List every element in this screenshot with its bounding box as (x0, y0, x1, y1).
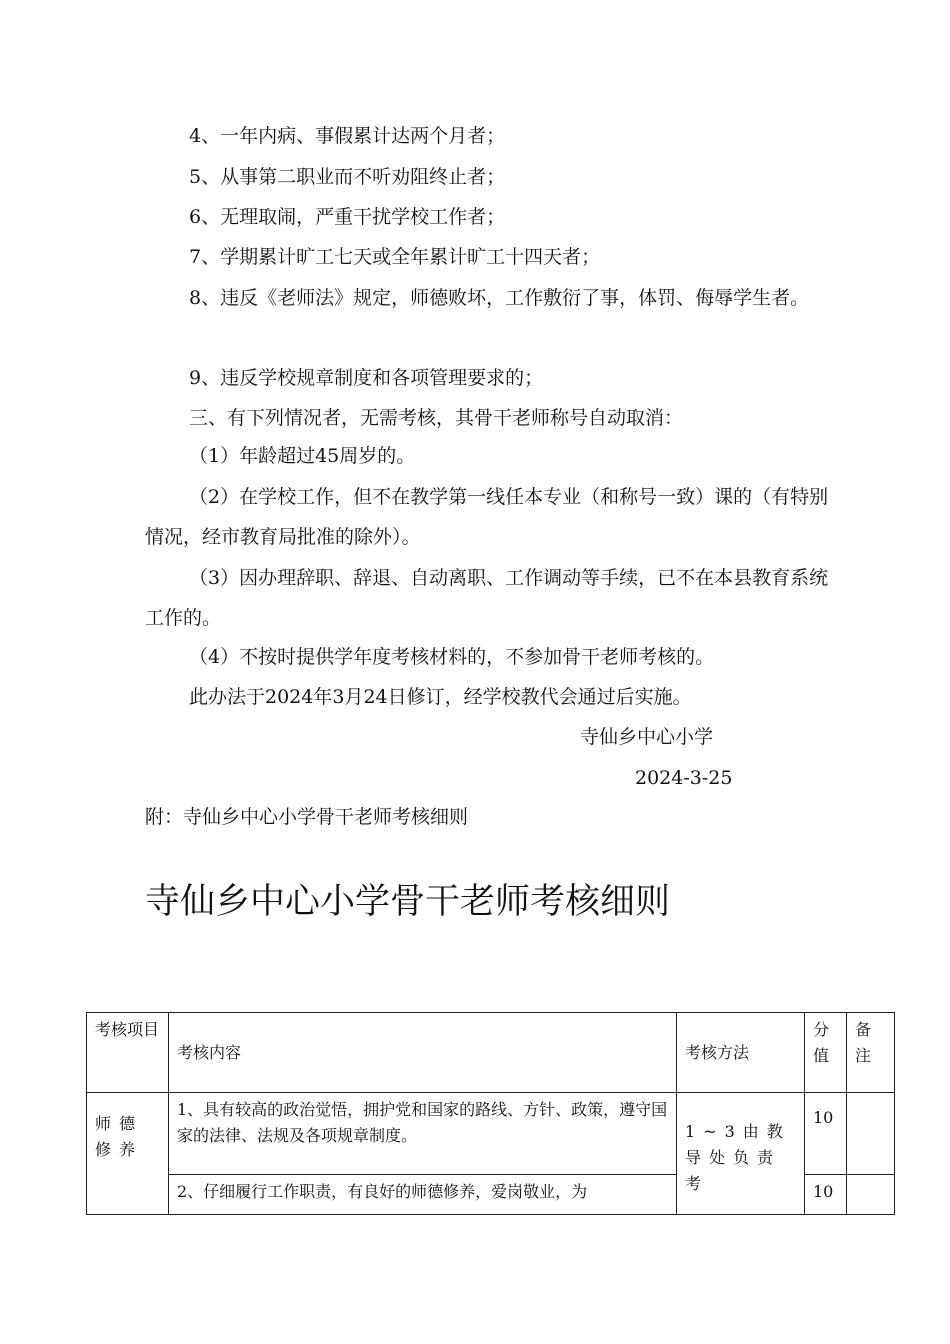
attachment-note: 附：寺仙乡中心小学骨干老师考核细则 (145, 806, 469, 828)
row-note (847, 1093, 895, 1175)
section-3-heading: 三、有下列情况者，无需考核，其骨干老师称号自动取消： (189, 407, 684, 429)
clause-5: 5、从事第二职业而不听劝阻终止者； (189, 166, 506, 188)
condition-1: （1）年龄超过45周岁的。 (189, 445, 416, 467)
clause-9: 9、违反学校规章制度和各项管理要求的； (189, 367, 544, 389)
row-content: 1、具有较高的政治觉悟，拥护党和国家的路线、方针、政策，遵守国家的法律、法规及各项规章制度。 (169, 1093, 677, 1175)
clause-8: 8、违反《老师法》规定，师德败坏，工作敷衍了事，体罚、侮辱学生者。 (189, 287, 810, 309)
header-item: 考核项目 (87, 1013, 169, 1093)
table-row (87, 1093, 895, 1175)
clause-7: 7、学期累计旷工七天或全年累计旷工十四天者； (189, 246, 601, 268)
signature-date: 2024-3-25 (635, 767, 733, 789)
condition-4: （4）不按时提供学年度考核材料的，不参加骨干老师考核的。 (189, 646, 715, 668)
header-content: 考核内容 (169, 1013, 677, 1093)
header-score: 分值 (805, 1013, 847, 1093)
row-score: 10 (805, 1093, 847, 1175)
row-method: 1~3由教导处负责考 (677, 1093, 805, 1215)
table-header-row (87, 1013, 895, 1093)
clause-4: 4、一年内病、事假累计达两个月者； (189, 125, 506, 147)
assessment-table (86, 1012, 895, 1215)
header-note: 备注 (847, 1013, 895, 1093)
signature-org: 寺仙乡中心小学 (580, 726, 714, 748)
document-title: 寺仙乡中心小学骨干老师考核细则 (145, 882, 671, 922)
clause-6: 6、无理取闹，严重干扰学校工作者； (189, 206, 506, 228)
condition-2: （2）在学校工作，但不在教学第一线任本专业（和称号一致）课的（有特别情况，经市教育局批准的除外）。 (145, 486, 829, 548)
effective-statement: 此办法于2024年3月24日修订，经学校教代会通过后实施。 (189, 686, 692, 708)
row-item: 师德修养 (87, 1093, 169, 1215)
header-method: 考核方法 (677, 1013, 805, 1093)
row-content: 2、仔细履行工作职责，有良好的师德修养，爱岗敬业，为 (169, 1175, 677, 1215)
row-score: 10 (805, 1175, 847, 1215)
row-note (847, 1175, 895, 1215)
condition-3: （3）因办理辞职、辞退、自动离职、工作调动等手续，已不在本县教育系统工作的。 (145, 567, 829, 629)
